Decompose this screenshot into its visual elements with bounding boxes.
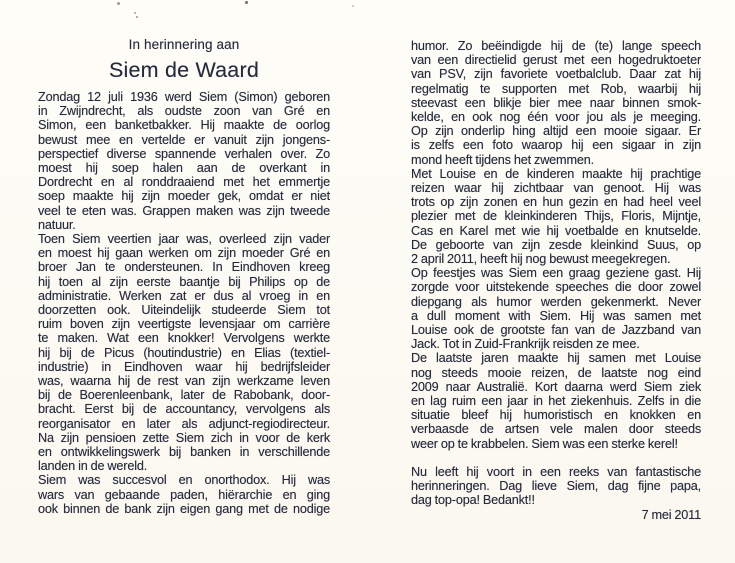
text-line: trots op zijn zonen en hun gezin en had heel veel: [411, 195, 701, 210]
text-line: situatie bleef hij humoristisch en knokken en: [411, 408, 701, 423]
paragraph: [411, 351, 701, 450]
text-line: herinneringen. Dag lieve Siem, dag fijne papa,: [411, 479, 701, 494]
text-line: weer op te krabbelen. Siem was een sterke kerel!: [411, 436, 678, 451]
text-line: De geboorte van zijn zesde kleinkind Suus, op: [411, 237, 701, 252]
text-line: industrie) in Eindhoven waar hij bedrijfsleider: [38, 359, 330, 374]
text-line: hij bij de Picus (houtindustrie) en Elias (textiel-: [38, 345, 330, 360]
text-line: steevast een blikje bier mee naar binnen smok-: [411, 95, 701, 110]
text-line: Nu leeft hij voort in een reeks van fantastische: [411, 464, 701, 479]
text-line: zorgde voor uitstekende speeches die door zowel: [411, 280, 701, 295]
text-line: en ontwikkelingswerk bij banken in verschillende: [38, 445, 330, 460]
paragraph: [38, 232, 330, 473]
text-line: Na zijn pensioen zette Siem zich in voor de kerk: [38, 430, 330, 445]
text-line: veel te eten was. Grappen maken was zijn tweede: [38, 203, 330, 218]
text-line: ruim boven zijn veertigste levensjaar om carrière: [38, 317, 330, 332]
text-line: regelmatig te supporten met Rob, waarbij hij: [411, 81, 701, 96]
text-line: dag top-opa! Bedankt!!: [411, 493, 535, 508]
text-line: nog steeds mooie reizen, de laatste nog eind: [411, 365, 701, 380]
text-line: soep maakte hij zijn moeder gek, omdat er niet: [38, 189, 330, 204]
text-line: Jack. Tot in Zuid-Frankrijk reisden ze mee.: [411, 337, 640, 352]
text-line: kelde, en ook nog één voor jou als je meeging.: [411, 110, 701, 125]
text-line: natuur.: [38, 217, 76, 232]
text-line: was, waarna hij de rest van zijn werkzame leven: [38, 374, 330, 389]
text-line: wars van gebaande paden, hiërarchie en ging: [38, 487, 330, 502]
text-line: ook binnen de bank zijn eigen gang met de nodige: [38, 501, 330, 516]
text-line: reorganisator en later als adjunct-regiodirecteur.: [38, 416, 330, 431]
text-line: is zelfs een foto waarop hij een sigaar in zijn: [411, 138, 701, 153]
text-line: perspectief diverse spannende verhalen over. Zo: [38, 146, 330, 161]
text-line: Simon, een banketbakker. Hij maakte de oorlog: [38, 118, 330, 133]
text-line: en lag ruim een jaar in het ziekenhuis. Zelfs in die: [411, 394, 701, 409]
right-page: [411, 0, 701, 563]
paragraph: [38, 90, 330, 232]
text-line: 2 april 2011, heeft hij nog bewust meegekregen.: [411, 252, 671, 267]
text-line: bewust mee en vertelde er vanuit zijn jongens-: [38, 132, 330, 147]
date-line: 7 mei 2011: [641, 507, 701, 522]
text-line: humor. Zo beëindigde hij de (te) lange speech: [411, 39, 701, 53]
text-line: Op feestjes was Siem een graag geziene gast. Hij: [411, 266, 701, 281]
card-title: Siem de Waard: [109, 58, 259, 82]
text-line: Siem was succesvol en onorthodox. Hij was: [38, 473, 330, 488]
text-line: van PSV, zijn favoriete voetbalclub. Daar zat hij: [411, 67, 701, 82]
text-line: te maken. Wat een knokker! Vervolgens werkte: [38, 331, 330, 346]
text-line: De laatste jaren maakte hij samen met Louise: [411, 351, 701, 366]
paragraph: [411, 266, 701, 351]
text-line: broer Jan te ondersteunen. In Eindhoven kreeg: [38, 260, 330, 275]
text-line: hij toen al zijn eerste baantje bij Philips op de: [38, 274, 330, 289]
text-line: bij de Boerenleenbank, later de Rabobank, door-: [38, 388, 330, 403]
text-line: landen in de wereld.: [38, 459, 148, 474]
text-line: in Zwijndrecht, als oudste zoon van Gré en: [38, 104, 330, 119]
text-line: administratie. Werken zat er dus al vroeg in en: [38, 288, 330, 303]
text-line: Zondag 12 juli 1936 werd Siem (Simon) geboren: [38, 90, 330, 104]
text-line: moest hij soep halen aan de overkant in: [38, 161, 330, 176]
text-line: en moest hij gaan werken om zijn moeder Gré en: [38, 246, 330, 261]
text-line: Toen Siem veertien jaar was, overleed zijn vader: [38, 232, 330, 247]
scan-speckle: [352, 5, 354, 7]
left-page: [38, 0, 330, 563]
text-line: Met Louise en de kinderen maakte hij prachtige: [411, 166, 701, 181]
paragraph: [411, 39, 701, 167]
text-line: verbaasde de artsen vele malen door steeds: [411, 422, 701, 437]
paragraph: [411, 167, 701, 266]
left-column-text: [38, 90, 330, 516]
paragraph: [411, 465, 701, 508]
text-line: 2009 naar Australië. Kort daarna werd Siem ziek: [411, 379, 701, 394]
text-line: mond heeft tijdens het zwemmen.: [411, 152, 594, 167]
text-line: Cas en Karel met wie hij voetbalde en knutselde.: [411, 223, 701, 238]
text-line: reizen waar hij zichtbaar van genoot. Hij was: [411, 181, 701, 196]
paragraph: [38, 473, 330, 516]
right-column-text: [411, 39, 701, 508]
text-line: van een directielid gerust met een hogedruktoeter: [411, 53, 701, 68]
text-line: doorzetten ook. Uiteindelijk studeerde Siem tot: [38, 303, 330, 318]
text-line: Op zijn onderlip hing altijd een mooie sigaar. Er: [411, 124, 701, 139]
text-line: plezier met de kleinkinderen Thijs, Floris, Mijntje,: [411, 209, 701, 224]
text-line: Louise ook de grootste fan van de Jazzband van: [411, 323, 701, 338]
text-line: bracht. Eerst bij de accountancy, vervolgens als: [38, 402, 330, 417]
text-line: diepgang als humor werden gekenmerkt. Never: [411, 294, 701, 309]
text-line: a dull moment with Siem. Hij was samen met: [411, 308, 701, 323]
card-eyebrow: In herinnering aan: [128, 37, 240, 52]
text-line: Dordrecht en al ronddraaiend met het emmertje: [38, 175, 330, 190]
right-column-block: [411, 39, 701, 522]
